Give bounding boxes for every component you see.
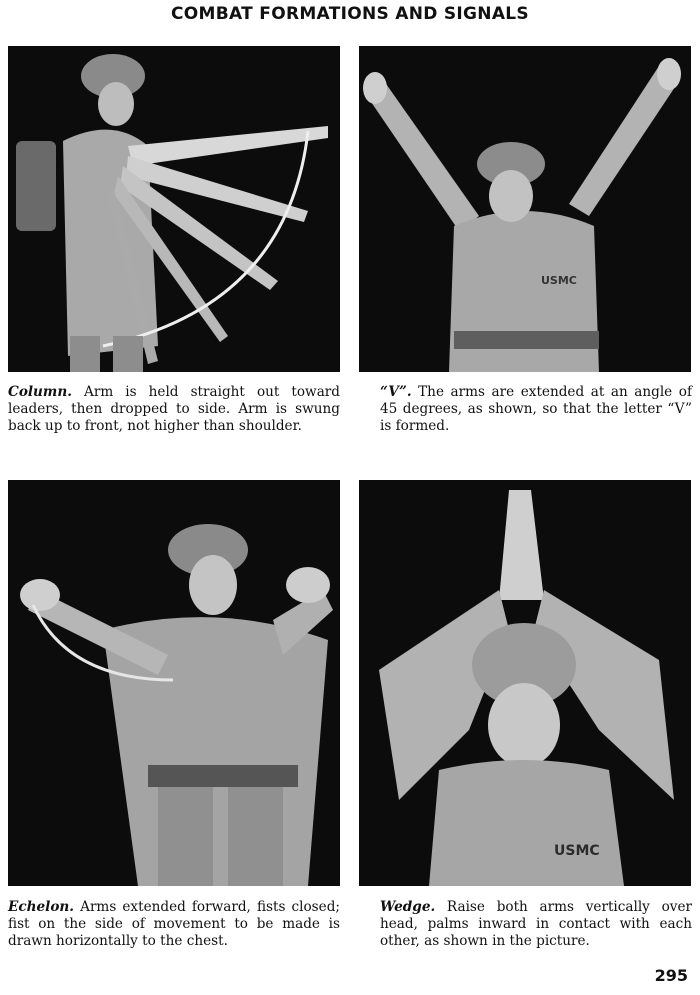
wedge-signal-photo — [359, 480, 691, 886]
caption-term: Wedge. — [380, 899, 436, 915]
wedge-caption — [380, 899, 692, 950]
caption-text: Raise both arms vertically over head, palms inward in contact with each other, as shown in the picture. — [380, 899, 692, 949]
caption-term: Echelon. — [8, 899, 75, 915]
v-signal-photo — [359, 46, 691, 372]
page-title: COMBAT FORMATIONS AND SIGNALS — [171, 4, 529, 24]
usmc-patch-text: USMC — [554, 843, 600, 859]
caption-text: The arms are extended at an angle of 45 degrees, as shown, so that the letter “V” is formed. — [380, 384, 692, 434]
page-number: 295 — [654, 966, 688, 985]
column-caption — [8, 384, 340, 435]
echelon-signal-photo — [8, 480, 340, 886]
echelon-caption — [8, 899, 340, 950]
caption-text: Arms extended forward, fists closed; fist on the side of movement to be made is drawn horizontally to the chest. — [8, 899, 340, 949]
caption-term: Column. — [8, 384, 72, 400]
usmc-patch-text: USMC — [541, 274, 577, 287]
caption-term: “V”. — [380, 384, 412, 400]
caption-text: Arm is held straight out toward leaders, then dropped to side. Arm is swung back up to front, not higher than shoulder. — [8, 384, 340, 434]
v-caption — [380, 384, 692, 435]
column-signal-photo — [8, 46, 340, 372]
